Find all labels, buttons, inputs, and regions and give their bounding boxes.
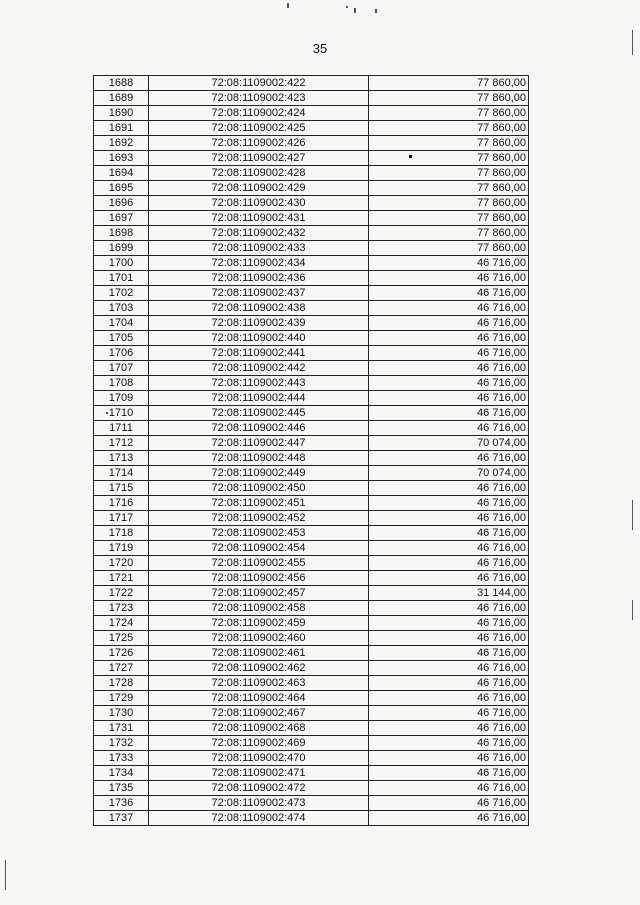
- cadastral-value: 46 716,00: [369, 496, 529, 511]
- row-number: 1730: [94, 706, 149, 721]
- table-row: [94, 721, 529, 736]
- cadastral-value: 70 074,00: [369, 436, 529, 451]
- row-number: 1722: [94, 586, 149, 601]
- page-number: 35: [312, 41, 328, 56]
- cadastral-value: 46 716,00: [369, 376, 529, 391]
- row-number: 1689: [94, 91, 149, 106]
- table-row: [94, 691, 529, 706]
- cadastral-value: 77 860,00: [369, 91, 529, 106]
- cadastral-number: 72:08:1109002:441: [149, 346, 369, 361]
- table-row: [94, 301, 529, 316]
- cadastral-value: 46 716,00: [369, 556, 529, 571]
- cadastral-value: 46 716,00: [369, 451, 529, 466]
- cadastral-number: 72:08:1109002:471: [149, 766, 369, 781]
- cadastral-value: 46 716,00: [369, 616, 529, 631]
- cadastral-number: 72:08:1109002:429: [149, 181, 369, 196]
- cadastral-value: 46 716,00: [369, 541, 529, 556]
- table-row: [94, 256, 529, 271]
- table-body: [94, 76, 529, 826]
- table-row: [94, 451, 529, 466]
- row-number: 1706: [94, 346, 149, 361]
- cadastral-number: 72:08:1109002:473: [149, 796, 369, 811]
- cadastral-number: 72:08:1109002:443: [149, 376, 369, 391]
- cadastral-number: 72:08:1109002:431: [149, 211, 369, 226]
- cadastral-value: 46 716,00: [369, 766, 529, 781]
- cadastral-number: 72:08:1109002:448: [149, 451, 369, 466]
- cadastral-number: 72:08:1109002:438: [149, 301, 369, 316]
- cadastral-value: 77 860,00: [369, 121, 529, 136]
- row-number: 1737: [94, 811, 149, 826]
- cadastral-value: 46 716,00: [369, 511, 529, 526]
- scan-mark: [287, 3, 289, 8]
- row-number: 1697: [94, 211, 149, 226]
- cadastral-value: 46 716,00: [369, 751, 529, 766]
- row-number: 1731: [94, 721, 149, 736]
- row-number: 1736: [94, 796, 149, 811]
- table-row: [94, 286, 529, 301]
- cadastral-number: 72:08:1109002:468: [149, 721, 369, 736]
- table-row: [94, 421, 529, 436]
- cadastral-number: 72:08:1109002:446: [149, 421, 369, 436]
- row-number: 1701: [94, 271, 149, 286]
- cadastral-value: 46 716,00: [369, 736, 529, 751]
- row-number: 1728: [94, 676, 149, 691]
- table-row: [94, 361, 529, 376]
- cadastral-number: 72:08:1109002:442: [149, 361, 369, 376]
- row-number: 1718: [94, 526, 149, 541]
- row-number: 1692: [94, 136, 149, 151]
- row-number: 1729: [94, 691, 149, 706]
- scan-mark: [354, 8, 356, 13]
- row-number: 1724: [94, 616, 149, 631]
- table-row: [94, 706, 529, 721]
- row-number: 1735: [94, 781, 149, 796]
- cadastral-number: 72:08:1109002:425: [149, 121, 369, 136]
- cadastral-value: 77 860,00: [369, 211, 529, 226]
- row-number: 1702: [94, 286, 149, 301]
- cadastral-number: 72:08:1109002:449: [149, 466, 369, 481]
- cadastral-value: 46 716,00: [369, 646, 529, 661]
- cadastral-value: 46 716,00: [369, 811, 529, 826]
- cadastral-value: 46 716,00: [369, 271, 529, 286]
- row-number: 1734: [94, 766, 149, 781]
- table-row: [94, 436, 529, 451]
- cadastral-number: 72:08:1109002:460: [149, 631, 369, 646]
- cadastral-number: 72:08:1109002:430: [149, 196, 369, 211]
- row-number: 1725: [94, 631, 149, 646]
- table-row: [94, 811, 529, 826]
- row-number: 1708: [94, 376, 149, 391]
- cadastral-value: 46 716,00: [369, 781, 529, 796]
- row-number: 1696: [94, 196, 149, 211]
- cadastral-value: 46 716,00: [369, 331, 529, 346]
- cadastral-value: 46 716,00: [369, 691, 529, 706]
- table-row: [94, 91, 529, 106]
- row-number: 1716: [94, 496, 149, 511]
- cadastral-value: 46 716,00: [369, 676, 529, 691]
- cadastral-number: 72:08:1109002:464: [149, 691, 369, 706]
- cadastral-number: 72:08:1109002:439: [149, 316, 369, 331]
- row-number: 1712: [94, 436, 149, 451]
- row-number: 1700: [94, 256, 149, 271]
- cadastral-number: 72:08:1109002:456: [149, 571, 369, 586]
- cadastral-number: 72:08:1109002:463: [149, 676, 369, 691]
- table-row: [94, 661, 529, 676]
- row-number: 1717: [94, 511, 149, 526]
- cadastral-value: 77 860,00: [369, 151, 529, 166]
- table-row: [94, 736, 529, 751]
- row-number: 1691: [94, 121, 149, 136]
- cadastral-value: 46 716,00: [369, 631, 529, 646]
- cadastral-number: 72:08:1109002:457: [149, 586, 369, 601]
- cadastral-value: 46 716,00: [369, 481, 529, 496]
- scan-mark: [632, 600, 633, 620]
- cadastral-value: 77 860,00: [369, 241, 529, 256]
- cadastral-number: 72:08:1109002:423: [149, 91, 369, 106]
- row-number: 1711: [94, 421, 149, 436]
- cadastral-number: 72:08:1109002:462: [149, 661, 369, 676]
- cadastral-value: 46 716,00: [369, 286, 529, 301]
- table-row: [94, 556, 529, 571]
- cadastral-value: 46 716,00: [369, 526, 529, 541]
- table-row: [94, 766, 529, 781]
- cadastral-number: 72:08:1109002:455: [149, 556, 369, 571]
- cadastral-value: 46 716,00: [369, 301, 529, 316]
- table-row: [94, 316, 529, 331]
- table-row: [94, 376, 529, 391]
- table-row: [94, 601, 529, 616]
- row-number: 1715: [94, 481, 149, 496]
- table-row: [94, 136, 529, 151]
- scan-mark: [346, 6, 348, 8]
- row-number: 1709: [94, 391, 149, 406]
- table-row: [94, 646, 529, 661]
- scan-mark: [375, 9, 377, 13]
- scan-mark: [632, 500, 633, 530]
- table-row: [94, 466, 529, 481]
- cadastral-number: 72:08:1109002:433: [149, 241, 369, 256]
- row-number: 1723: [94, 601, 149, 616]
- cadastral-number: 72:08:1109002:474: [149, 811, 369, 826]
- table-row: [94, 271, 529, 286]
- table-row: [94, 481, 529, 496]
- cadastral-value: 77 860,00: [369, 136, 529, 151]
- table-row: [94, 541, 529, 556]
- table-row: [94, 796, 529, 811]
- cadastral-number: 72:08:1109002:469: [149, 736, 369, 751]
- cadastral-value: 46 716,00: [369, 571, 529, 586]
- table-row: [94, 151, 529, 166]
- row-number: 1693: [94, 151, 149, 166]
- table-row: [94, 616, 529, 631]
- cadastral-value: 46 716,00: [369, 256, 529, 271]
- cadastral-number: 72:08:1109002:444: [149, 391, 369, 406]
- table-row: [94, 106, 529, 121]
- cadastral-number: 72:08:1109002:428: [149, 166, 369, 181]
- table-row: [94, 226, 529, 241]
- cadastral-number: 72:08:1109002:422: [149, 76, 369, 91]
- scan-mark: [5, 860, 6, 890]
- cadastral-number: 72:08:1109002:470: [149, 751, 369, 766]
- row-number: 1690: [94, 106, 149, 121]
- table-row: [94, 751, 529, 766]
- cadastral-number: 72:08:1109002:451: [149, 496, 369, 511]
- cadastral-value: 31 144,00: [369, 586, 529, 601]
- table-row: [94, 196, 529, 211]
- table-row: [94, 631, 529, 646]
- row-number: 1695: [94, 181, 149, 196]
- row-number: 1719: [94, 541, 149, 556]
- cadastral-number: 72:08:1109002:458: [149, 601, 369, 616]
- table-row: [94, 511, 529, 526]
- cadastral-number: 72:08:1109002:426: [149, 136, 369, 151]
- cadastral-value: 77 860,00: [369, 181, 529, 196]
- cadastral-value: 77 860,00: [369, 106, 529, 121]
- row-number: 1707: [94, 361, 149, 376]
- row-number: 1720: [94, 556, 149, 571]
- cadastral-number: 72:08:1109002:436: [149, 271, 369, 286]
- row-number: 1703: [94, 301, 149, 316]
- cadastral-number: 72:08:1109002:434: [149, 256, 369, 271]
- cadastral-number: 72:08:1109002:472: [149, 781, 369, 796]
- cadastral-number: 72:08:1109002:424: [149, 106, 369, 121]
- table-row: [94, 391, 529, 406]
- cadastral-value: 46 716,00: [369, 721, 529, 736]
- cadastral-number: 72:08:1109002:461: [149, 646, 369, 661]
- table-row: [94, 571, 529, 586]
- cadastral-number: 72:08:1109002:454: [149, 541, 369, 556]
- cadastral-number: 72:08:1109002:453: [149, 526, 369, 541]
- cadastral-value: 46 716,00: [369, 601, 529, 616]
- table-row: [94, 211, 529, 226]
- row-number: 1713: [94, 451, 149, 466]
- table-row: [94, 121, 529, 136]
- table-row: [94, 181, 529, 196]
- table-row: [94, 526, 529, 541]
- row-number: 1721: [94, 571, 149, 586]
- cadastral-number: 72:08:1109002:440: [149, 331, 369, 346]
- row-number: 1694: [94, 166, 149, 181]
- cadastral-number: 72:08:1109002:450: [149, 481, 369, 496]
- row-number: 1699: [94, 241, 149, 256]
- cadastral-number: 72:08:1109002:447: [149, 436, 369, 451]
- cadastral-number: 72:08:1109002:445: [149, 406, 369, 421]
- cadastral-value-table: [93, 75, 529, 826]
- cadastral-number: 72:08:1109002:459: [149, 616, 369, 631]
- cadastral-value: 77 860,00: [369, 226, 529, 241]
- table-row: [94, 676, 529, 691]
- row-number: 1714: [94, 466, 149, 481]
- cadastral-value: 46 716,00: [369, 706, 529, 721]
- cadastral-value: 46 716,00: [369, 346, 529, 361]
- cadastral-value: 77 860,00: [369, 196, 529, 211]
- row-number: 1704: [94, 316, 149, 331]
- table-row: [94, 76, 529, 91]
- cadastral-value: 46 716,00: [369, 661, 529, 676]
- row-number: 1688: [94, 76, 149, 91]
- row-number: 1726: [94, 646, 149, 661]
- cadastral-value: 46 716,00: [369, 361, 529, 376]
- row-number: 1733: [94, 751, 149, 766]
- cadastral-number: 72:08:1109002:452: [149, 511, 369, 526]
- cadastral-value: 46 716,00: [369, 391, 529, 406]
- cadastral-number: 72:08:1109002:432: [149, 226, 369, 241]
- cadastral-value: 70 074,00: [369, 466, 529, 481]
- cadastral-value: 46 716,00: [369, 421, 529, 436]
- table-row: [94, 586, 529, 601]
- table-row: [94, 346, 529, 361]
- row-number: 1705: [94, 331, 149, 346]
- cadastral-number: 72:08:1109002:467: [149, 706, 369, 721]
- table-row: [94, 781, 529, 796]
- table-row: [94, 406, 529, 421]
- table-row: [94, 496, 529, 511]
- table-row: [94, 331, 529, 346]
- cadastral-value: 77 860,00: [369, 76, 529, 91]
- cadastral-number: 72:08:1109002:427: [149, 151, 369, 166]
- cadastral-number: 72:08:1109002:437: [149, 286, 369, 301]
- row-number: 1727: [94, 661, 149, 676]
- row-number: 1698: [94, 226, 149, 241]
- table-row: [94, 166, 529, 181]
- cadastral-value: 46 716,00: [369, 316, 529, 331]
- cadastral-value: 46 716,00: [369, 796, 529, 811]
- cadastral-value: 77 860,00: [369, 166, 529, 181]
- cadastral-value: 46 716,00: [369, 406, 529, 421]
- row-number: 1732: [94, 736, 149, 751]
- table-row: [94, 241, 529, 256]
- row-number: 1710: [94, 406, 149, 421]
